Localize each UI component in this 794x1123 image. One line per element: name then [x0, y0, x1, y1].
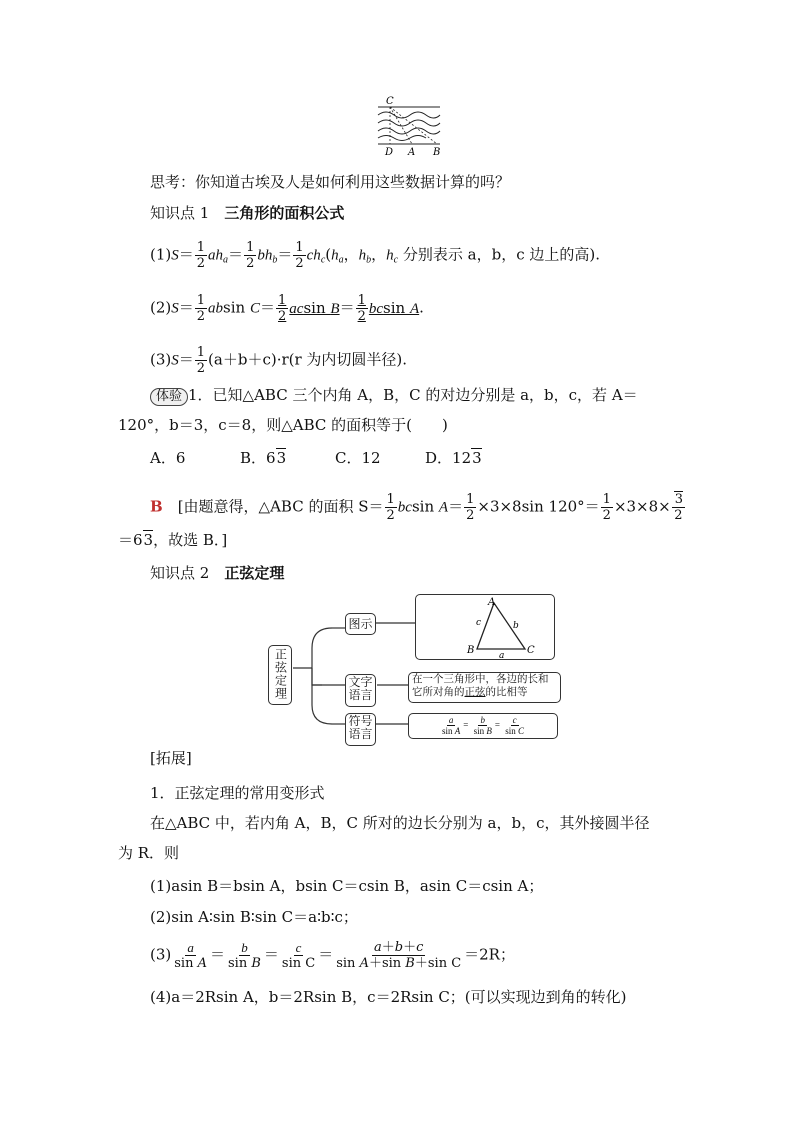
- think-question: 思考：你知道古埃及人是如何利用这些数据计算的吗？: [150, 173, 511, 191]
- tri-label-b-side: b: [513, 621, 519, 631]
- label-a: A: [408, 147, 416, 157]
- tri-label-c-vertex: C: [527, 645, 535, 656]
- options: [150, 448, 482, 468]
- solution-line2: ＝63，故选 B．]: [118, 531, 228, 549]
- paragraph-line1: 在△ABC 中，若内角 A，B，C 所对的边长分别为 a，b，c，其外接圆半径: [150, 814, 650, 832]
- rule-2: (2)sin A∶sin B∶sin C＝a∶b∶c；: [150, 908, 358, 926]
- formula-3: (3)S＝ $\frac{1}{2}$ (a＋b＋c)·r(r 为内切圆半径).: [150, 345, 408, 376]
- option-a: A．6: [150, 449, 186, 467]
- tri-label-a-side: a: [499, 651, 505, 659]
- option-d: D．123: [425, 449, 482, 467]
- label-c: C: [386, 96, 394, 107]
- root-node: 正弦定理: [268, 645, 292, 705]
- label-d: D: [385, 147, 394, 157]
- solution-line1: B [由题意得，△ABC 的面积 S＝ $\frac{1}{2}$ bcsin A＝ $\frac{1}{2}$ ×3×8sin 120°＝ $\frac{1}{2}$ ×3×8× $\frac{3}{2}$: [150, 492, 684, 523]
- branch-text-language: 文字语言: [345, 674, 376, 707]
- option-b: B．63: [240, 449, 287, 467]
- knowledge-point-1: 知识点 1 三角形的面积公式: [150, 204, 345, 222]
- branch-symbol-language: 符号语言: [345, 713, 376, 746]
- option-c: C．12: [335, 449, 381, 467]
- river-figure: [370, 95, 450, 157]
- symbol-language-box: $\frac{a}{\text{sin A}}$ = $\frac{b}{\text{sin B}}$ = $\frac{c}{\text{sin C}}$: [408, 713, 558, 739]
- paragraph-line2: 为 R．则: [118, 844, 180, 862]
- knowledge-point-2: 知识点 2 正弦定理: [150, 564, 285, 582]
- branch-figure: 图示: [345, 613, 376, 635]
- tri-label-b-vertex: B: [467, 645, 475, 656]
- formula-1: (1)S＝ $\frac{1}{2}$ $ah_a=$ $\frac{1}{2}$ $bh_b=$ $\frac{1}{2}$ $ch_c(h_a$，$h_b$，$h_c$ 分别表示 a，b，c 边上的高).: [150, 240, 600, 271]
- experience-badge: 体验: [150, 388, 188, 406]
- tri-label-c-side: c: [476, 618, 482, 628]
- experience-question-line2: 120°，b＝3，c＝8，则△ABC 的面积等于( ): [118, 416, 448, 434]
- experience-question-line1: 体验 1．已知△ABC 三个内角 A，B，C 的对边分别是 a，b，c，若 A＝: [150, 385, 638, 406]
- rule-3: (3) $\frac{a}{\text{sin A}}$ ＝ $\frac{b}{\text{sin B}}$ ＝ $\frac{c}{\text{sin C}}$ ＝ $\frac{a+b+c}{\text{sin A＋sin B＋sin C}}$ ＝2R；: [150, 940, 515, 971]
- rule-4: (4)a＝2Rsin A，b＝2Rsin B，c＝2Rsin C；(可以实现边到角的转化): [150, 988, 627, 1006]
- tri-label-a-vertex: A: [488, 597, 496, 608]
- answer-letter: B: [150, 497, 163, 516]
- label-b: B: [433, 147, 441, 157]
- formula-2: (2)S＝ $\frac{1}{2}$ absin C＝ $\frac{1}{2}$ acsin B＝ $\frac{1}{2}$ bcsin A.: [150, 293, 424, 324]
- text-language-box: 在一个三角形中，各边的长和 它所对角的正弦的比相等: [408, 672, 561, 703]
- triangle-box: [415, 594, 555, 660]
- expand-heading: [拓展]: [150, 749, 192, 767]
- section-1-title: 1．正弦定理的常用变形式: [150, 784, 325, 802]
- rule-1: (1)asin B＝bsin A，bsin C＝csin B，asin C＝csin A；: [150, 877, 544, 895]
